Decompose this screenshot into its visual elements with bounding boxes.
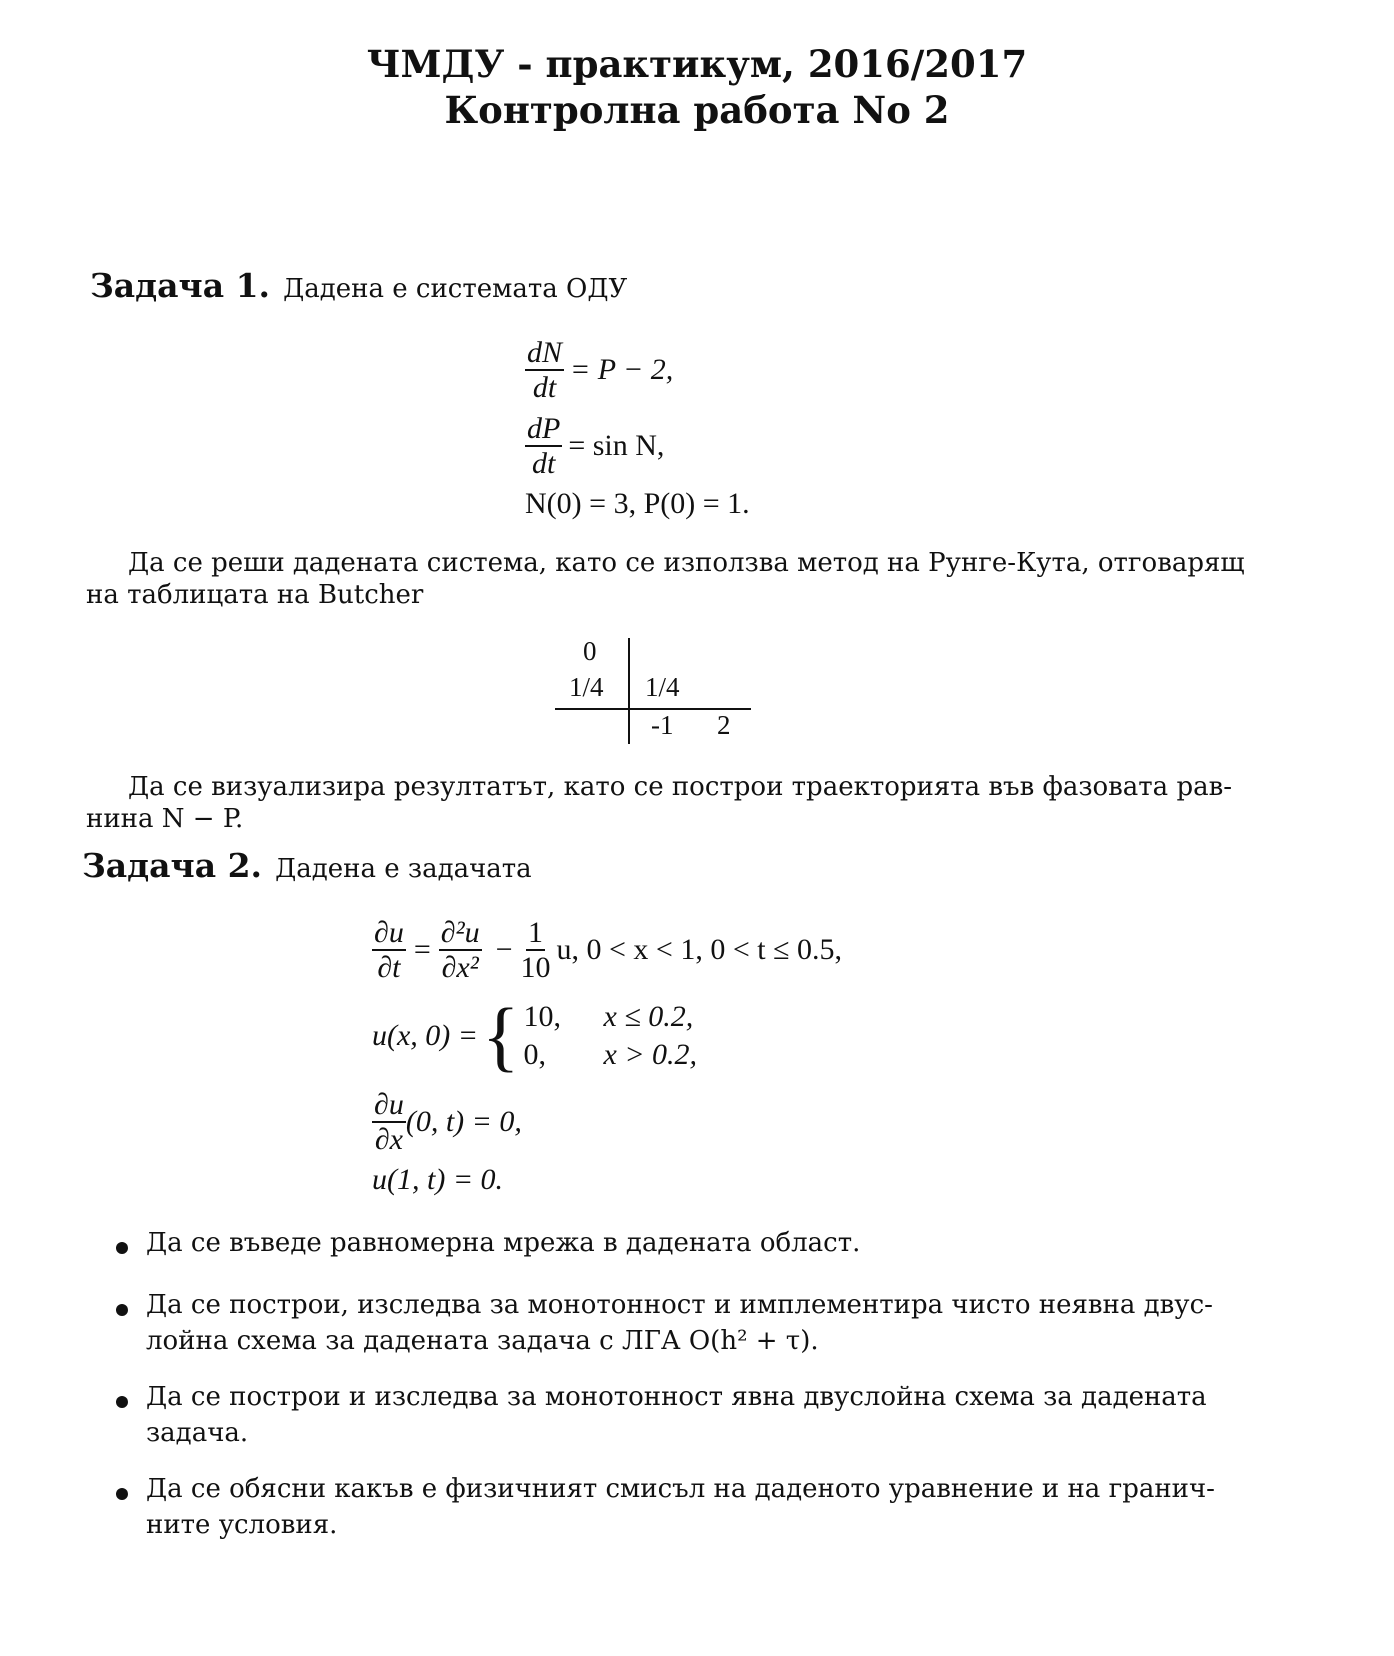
pde-lhs-den: ∂t	[377, 951, 401, 984]
brace: {	[482, 992, 520, 1079]
pde-minus: −	[495, 933, 513, 966]
butcher-c2: 1/4	[569, 672, 604, 702]
task2-intro: Дадена е задачата	[275, 854, 532, 884]
pde-rhs-num: ∂²u	[440, 916, 480, 949]
task1-heading	[90, 266, 627, 305]
task2-heading	[82, 846, 532, 885]
bullet-icon	[116, 1304, 128, 1316]
pde-rhs-den: ∂x²	[441, 951, 479, 984]
bullet-icon	[116, 1488, 128, 1500]
bullet-line: Да се обясни какъв е физичният смисъл на даденото уравнение и на гранич-	[146, 1474, 1215, 1504]
task1-para2-line1: Да се визуализира резултатът, като се построи траекторията във фазовата рав-	[128, 772, 1233, 802]
pde-block	[372, 912, 842, 1200]
butcher-table	[555, 632, 755, 747]
task1-label: Задача 1.	[90, 266, 271, 305]
pde-coef-den: 10	[520, 951, 551, 984]
bc1-rhs: (0, t) = 0,	[405, 1105, 522, 1138]
pde-domain: u, 0 < x < 1, 0 < t ≤ 0.5,	[556, 933, 843, 966]
bullet-line: Да се построи, изследва за монотонност и имплементира чисто неявна двус-	[146, 1290, 1213, 1320]
butcher-vertical-rule	[628, 638, 630, 744]
task1-para1-line2: на таблицата на Butcher	[86, 580, 424, 610]
bullet-item	[146, 1228, 1226, 1258]
bullet-icon	[116, 1242, 128, 1254]
ic-lhs: u(x, 0) =	[372, 1019, 479, 1052]
bullet-item	[146, 1474, 1226, 1540]
bullet-item	[146, 1382, 1226, 1448]
eq1-numerator: dN	[527, 336, 563, 369]
ic-case1-value: 10,	[523, 1000, 561, 1033]
bullet-line: Да се построи и изследва за монотонност явна двуслойна схема за дадената	[146, 1382, 1207, 1412]
task1-para2-line2: нина N − P.	[86, 804, 244, 834]
bullet-line: Да се въведе равномерна мрежа в дадената област.	[146, 1228, 861, 1258]
butcher-b1: -1	[651, 710, 674, 740]
ode-equation-2	[525, 408, 750, 484]
initial-condition	[372, 988, 842, 1084]
task2-label: Задача 2.	[82, 846, 263, 885]
eq1-denominator: dt	[532, 371, 557, 404]
ic-case2-value: 0,	[523, 1038, 546, 1071]
ode-equation-1	[525, 332, 750, 408]
eq1-rhs: = P − 2,	[570, 353, 674, 386]
document-subtitle: Контролна работа No 2	[444, 88, 950, 132]
ic-case2-condition: x > 0.2,	[603, 1038, 698, 1071]
bullet-line: ните условия.	[146, 1510, 338, 1540]
boundary-condition-1	[372, 1084, 842, 1160]
ode-system	[525, 332, 750, 524]
bc1-den: ∂x	[374, 1123, 403, 1156]
butcher-b2: 2	[717, 710, 731, 740]
bullet-line: задача.	[146, 1418, 249, 1448]
butcher-c1: 0	[583, 636, 597, 666]
bullet-item	[146, 1290, 1226, 1356]
eq2-rhs: = sin N,	[568, 429, 665, 462]
eq2-numerator: dP	[527, 412, 561, 445]
ic-case1-condition: x ≤ 0.2,	[603, 1000, 694, 1033]
bc1-num: ∂u	[374, 1088, 404, 1121]
bullet-line: лойна схема за дадената задача с ЛГА O(h² + τ).	[146, 1326, 819, 1356]
bullet-icon	[116, 1396, 128, 1408]
boundary-condition-2: u(1, t) = 0.	[372, 1163, 504, 1196]
pde-lhs-num: ∂u	[374, 916, 404, 949]
eq2-denominator: dt	[531, 447, 556, 480]
document-title: ЧМДУ - практикум, 2016/2017	[366, 42, 1028, 86]
initial-conditions: N(0) = 3, P(0) = 1.	[525, 487, 750, 520]
butcher-a21: 1/4	[645, 672, 680, 702]
task1-para1-line1: Да се реши дадената система, като се използва метод на Рунге-Кута, отговарящ	[128, 548, 1245, 578]
task1-intro: Дадена е системата ОДУ	[283, 274, 628, 304]
pde-coef-num: 1	[528, 916, 543, 949]
pde-equation: $\frac{\partial u}{\partial t}$ = $\frac{\text{∂²u}}{\text{∂x²}}$ − $\frac{1}{10}$ u, 0 < x < 1, 0 < t ≤ 0.5,	[374, 916, 843, 984]
